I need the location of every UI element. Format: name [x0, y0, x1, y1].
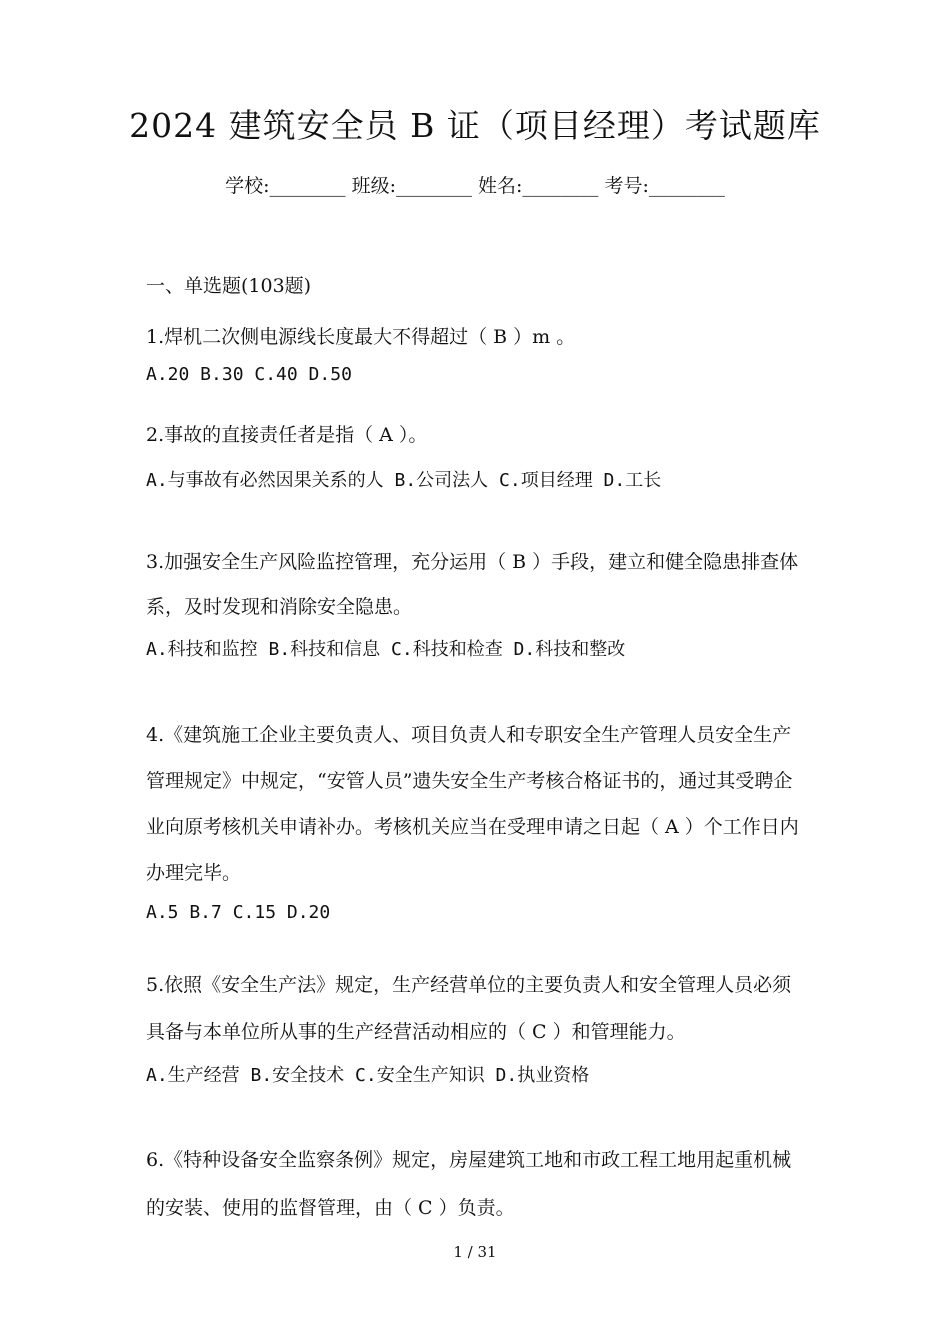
question-options: A.5 B.7 C.15 D.20: [146, 902, 331, 923]
student-info-line: 学校:________ 班级:________ 姓名:________ 考号:________: [225, 175, 725, 197]
question-1: [146, 318, 810, 394]
question-2: [146, 416, 810, 500]
question-options: A.科技和监控 B.科技和信息 C.科技和检查 D.科技和整改: [146, 639, 626, 660]
question-options: A.生产经营 B.安全技术 C.安全生产知识 D.执业资格: [146, 1065, 590, 1086]
question-3: [146, 540, 810, 670]
question-stem: 3.加强安全生产风险监控管理，充分运用（ B ）手段，建立和健全隐患排查体系，及时发现和消除安全隐患。: [146, 551, 799, 618]
question-stem: 2.事故的直接责任者是指（ A ）。: [146, 424, 428, 446]
page-number: 1 / 31: [453, 1243, 497, 1261]
question-5: [146, 962, 810, 1096]
question-4: [146, 712, 810, 930]
document-title: 2024 建筑安全员 B 证（项目经理）考试题库: [129, 106, 821, 145]
question-stem: 1.焊机二次侧电源线长度最大不得超过（ B ）m 。: [146, 326, 576, 348]
section-heading: 一、单选题(103题): [146, 275, 312, 297]
question-options: A.20 B.30 C.40 D.50: [146, 364, 352, 385]
question-stem: 5.依照《安全生产法》规定，生产经营单位的主要负责人和安全管理人员必须具备与本单位所从事的生产经营活动相应的（ C ）和管理能力。: [146, 974, 792, 1043]
question-options: A.与事故有必然因果关系的人 B.公司法人 C.项目经理 D.工长: [146, 470, 662, 491]
question-stem: 4.《建筑施工企业主要负责人、项目负责人和专职安全生产管理人员安全生产管理规定》中规定，“安管人员”遗失安全生产考核合格证书的，通过其受聘企业向原考核机关申请补办。考核机关应当在受理申请之日起（ A ）个工作日内办理完毕。: [146, 724, 799, 884]
question-stem: 6.《特种设备安全监察条例》规定，房屋建筑工地和市政工程工地用起重机械的安装、使用的监督管理，由（ C ）负责。: [146, 1149, 792, 1219]
question-6: [146, 1136, 810, 1232]
